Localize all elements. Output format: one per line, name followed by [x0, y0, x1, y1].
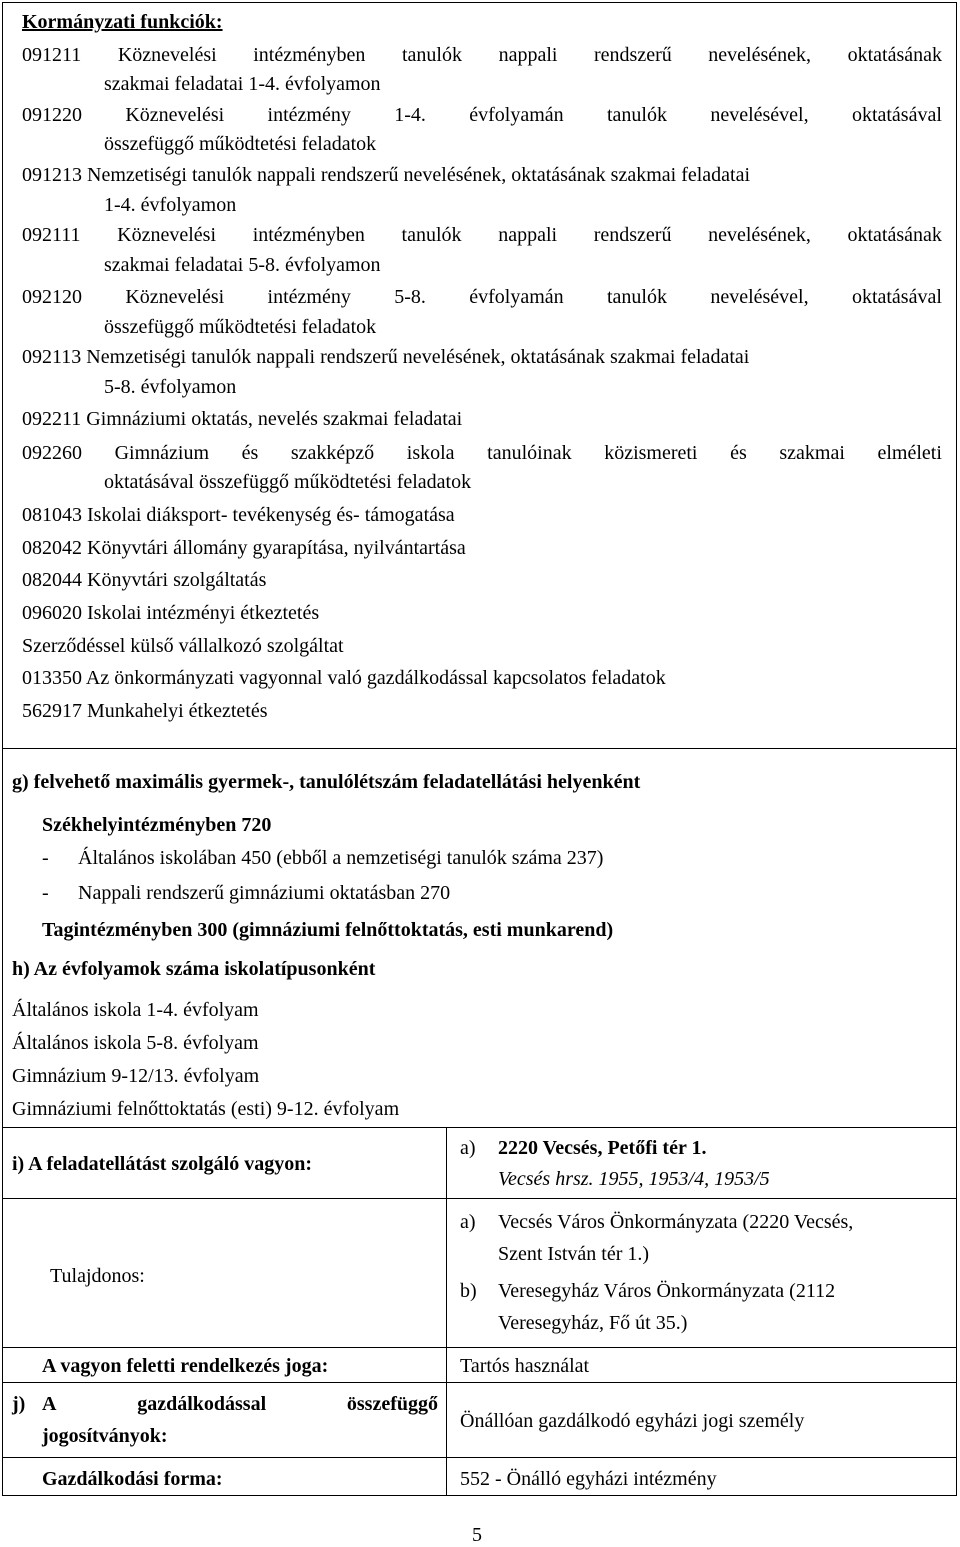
function-item-continuation: szakmai feladatai 1-4. évfolyamon: [104, 73, 381, 95]
list-marker: a): [460, 1211, 476, 1233]
word: 092120: [22, 286, 82, 308]
word: 5-8.: [394, 286, 426, 308]
function-item: 092113 Nemzetiségi tanulók nappali rendszerű nevelésének, oktatásának szakmai feladatai: [22, 346, 750, 368]
label-word: gazdálkodással: [137, 1393, 267, 1415]
function-item: 092211 Gimnáziumi oktatás, nevelés szakmai feladatai: [22, 408, 463, 430]
function-item: Szerződéssel külső vállalkozó szolgáltat: [22, 635, 344, 657]
function-item: 562917 Munkahelyi étkeztetés: [22, 700, 268, 722]
seat-capacity: Székhelyintézményben 720: [42, 814, 272, 836]
grade-item: Általános iskola 1-4. évfolyam: [12, 999, 259, 1021]
disposal-label: A vagyon feletti rendelkezés joga:: [42, 1355, 329, 1377]
word: Köznevelési: [125, 286, 225, 308]
word: oktatásának: [847, 224, 942, 246]
word: oktatásával: [851, 104, 942, 126]
word: 091220: [22, 104, 82, 126]
function-item: 082042 Könyvtári állomány gyarapítása, nyilvántartása: [22, 537, 466, 559]
owner-a-line: Vecsés Város Önkormányzata (2220 Vecsés,: [498, 1211, 854, 1233]
function-item: [22, 103, 942, 127]
word: oktatásával: [851, 286, 942, 308]
column-divider: [446, 1127, 447, 1496]
word: Köznevelési: [125, 104, 225, 126]
word: rendszerű: [593, 224, 672, 246]
word: Gimnázium: [114, 442, 210, 464]
kormanyzati-heading: Kormányzati funkciók:: [22, 11, 223, 33]
word: tanulók: [402, 44, 462, 66]
function-item-continuation: 5-8. évfolyamon: [104, 376, 237, 398]
list-marker: a): [460, 1137, 476, 1159]
word: 091211: [22, 44, 82, 66]
rights-label-line2: jogosítványok:: [42, 1425, 168, 1447]
function-item: 082044 Könyvtári szolgáltatás: [22, 569, 267, 591]
divider: [2, 748, 957, 749]
word: évfolyamán: [469, 286, 564, 308]
word: Köznevelési: [117, 224, 217, 246]
owner-b-line: Veresegyház, Fő út 35.): [498, 1312, 688, 1334]
label-word: összefüggő: [346, 1393, 438, 1415]
function-item-continuation: összefüggő működtetési feladatok: [104, 133, 377, 155]
word: oktatásának: [847, 44, 942, 66]
divider: [2, 1347, 957, 1348]
word: tanulók: [606, 286, 667, 308]
page-number: 5: [472, 1524, 482, 1546]
branch-capacity: Tagintézményben 300 (gimnáziumi felnőttoktatás, esti munkarend): [42, 919, 614, 941]
function-item-continuation: összefüggő működtetési feladatok: [104, 316, 377, 338]
word: nevelésével,: [710, 104, 809, 126]
word: 092111: [22, 224, 81, 246]
word: rendszerű: [594, 44, 672, 66]
function-item-continuation: szakmai feladatai 5-8. évfolyamon: [104, 254, 381, 276]
word: nevelésével,: [710, 286, 809, 308]
word: nappali: [498, 44, 558, 66]
function-item-continuation: oktatásával összefüggő működtetési feladatok: [104, 471, 472, 493]
word: és: [241, 442, 259, 464]
word: nevelésének,: [708, 224, 811, 246]
section-g-heading: g) felvehető maximális gyermek-, tanulólétszám feladatellátási helyenként: [12, 771, 641, 793]
bullet-dash: -: [42, 847, 49, 869]
function-item: 013350 Az önkormányzati vagyonnal való gazdálkodással kapcsolatos feladatok: [22, 667, 666, 689]
word: Köznevelési: [117, 44, 217, 66]
word: nevelésének,: [708, 44, 812, 66]
word: szakképző: [290, 442, 375, 464]
word: intézmény: [267, 286, 351, 308]
word: 1-4.: [394, 104, 426, 126]
disposal-value: Tartós használat: [460, 1355, 590, 1377]
grade-item: Gimnáziumi felnőttoktatás (esti) 9-12. évfolyam: [12, 1098, 400, 1120]
function-item: [22, 43, 942, 67]
owner-b-line: Veresegyház Város Önkormányzata (2112: [498, 1280, 836, 1302]
function-item-continuation: 1-4. évfolyamon: [104, 194, 237, 216]
function-item: 096020 Iskolai intézményi étkeztetés: [22, 602, 320, 624]
label-word: A: [42, 1393, 57, 1415]
divider: [2, 1382, 957, 1383]
grade-item: Általános iskola 5-8. évfolyam: [12, 1032, 259, 1054]
word: szakmai: [779, 442, 845, 464]
asset-address: 2220 Vecsés, Petőfi tér 1.: [498, 1137, 707, 1159]
capacity-item: Nappali rendszerű gimnáziumi oktatásban 270: [78, 882, 451, 904]
word: és: [730, 442, 747, 464]
bullet-dash: -: [42, 882, 49, 904]
owner-label: Tulajdonos:: [50, 1265, 145, 1287]
word: intézményben: [253, 44, 366, 66]
assets-label: i) A feladatellátást szolgáló vagyon:: [12, 1153, 312, 1175]
econ-form-label: Gazdálkodási forma:: [42, 1468, 223, 1490]
word: intézmény: [267, 104, 351, 126]
word: közismereti: [604, 442, 698, 464]
word: intézményben: [252, 224, 365, 246]
econ-form-value: 552 - Önálló egyházi intézmény: [460, 1468, 717, 1490]
function-item: 081043 Iskolai diáksport- tevékenység és- támogatása: [22, 504, 455, 526]
rights-label-line1: [42, 1392, 438, 1416]
rights-value: Önállóan gazdálkodó egyházi jogi személy: [460, 1410, 805, 1432]
divider: [2, 1457, 957, 1458]
word: 092260: [22, 442, 82, 464]
function-item: [22, 285, 942, 309]
grade-item: Gimnázium 9-12/13. évfolyam: [12, 1065, 260, 1087]
function-item: [22, 441, 942, 465]
owner-a-line: Szent István tér 1.): [498, 1243, 650, 1265]
function-item: 091213 Nemzetiségi tanulók nappali rendszerű nevelésének, oktatásának szakmai feladatai: [22, 164, 751, 186]
word: nappali: [498, 224, 558, 246]
divider: [2, 1127, 957, 1128]
function-item: [22, 223, 942, 247]
section-h-heading: h) Az évfolyamok száma iskolatípusonként: [12, 958, 376, 980]
list-marker: b): [460, 1280, 477, 1302]
list-marker: j): [12, 1393, 26, 1415]
word: tanulók: [606, 104, 667, 126]
word: iskola: [406, 442, 455, 464]
word: elméleti: [877, 442, 942, 464]
word: tanulóinak: [487, 442, 572, 464]
capacity-item: Általános iskolában 450 (ebből a nemzetiségi tanulók száma 237): [78, 847, 604, 869]
asset-lots: Vecsés hrsz. 1955, 1953/4, 1953/5: [498, 1168, 770, 1190]
divider: [2, 1198, 957, 1199]
word: évfolyamán: [469, 104, 564, 126]
word: tanulók: [401, 224, 462, 246]
